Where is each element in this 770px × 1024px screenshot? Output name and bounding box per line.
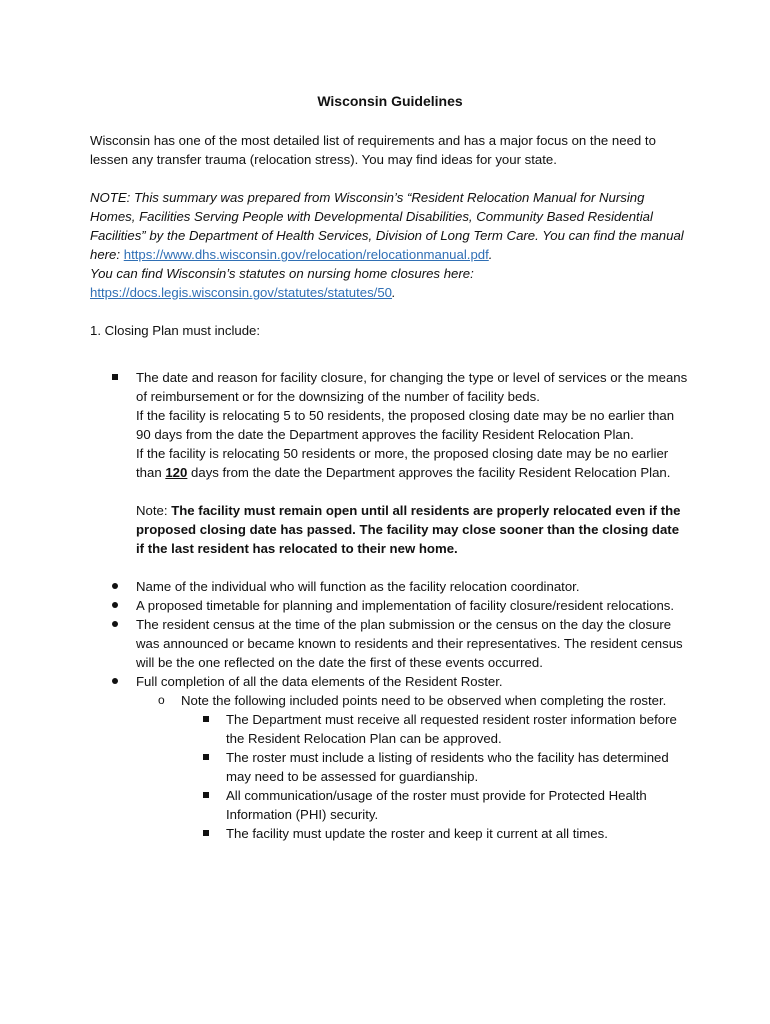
item1-note: Note: The facility must remain open until all residents are properly relocated even if the proposed closing date has passed. The facility may close sooner than the closing date if the last resident has relocated to their new home. <box>136 503 681 556</box>
item1-reason: The date and reason for facility closure, for changing the type or level of services or the means of reimbursement or for the downsizing of the number of facility beds. <box>136 370 688 404</box>
document-title: Wisconsin Guidelines <box>317 93 463 109</box>
intro-paragraph: Wisconsin has one of the most detailed list of requirements and has a major focus on the need to lessen any transfer trauma (relocation stress). You may find ideas for your state. <box>90 133 656 167</box>
square-bullet-icon <box>203 754 209 760</box>
item1-note-bold: The facility must remain open until all residents are properly relocated even if the proposed closing date has passed. The facility may close sooner than the closing date if the last resident has relocated to their new home. <box>136 503 681 556</box>
square-bullet-icon <box>112 374 118 380</box>
dot-bullet-icon <box>112 621 118 627</box>
circle-bullet-icon: o <box>158 693 165 707</box>
item1-5-to-50: If the facility is relocating 5 to 50 residents, the proposed closing date may be no earlier than 90 days from the date the Department approves the facility Resident Relocation Plan. <box>136 408 675 442</box>
note-period-2: . <box>392 285 396 300</box>
days-120: 120 <box>165 465 188 480</box>
sub-sub-item-update: The facility must update the roster and keep it current at all times. <box>90 824 690 843</box>
sub-sub-item-phi: All communication/usage of the roster must provide for Protected Health Information (PHI) security. <box>90 786 690 824</box>
note-text-2: You can find Wisconsin’s statutes on nursing home closures here: <box>90 266 474 281</box>
dot-bullet-icon <box>112 602 118 608</box>
sub-list-item-roster-note: o Note the following included points need to be observed when completing the roster. <box>158 693 667 708</box>
statutes-link[interactable]: https://docs.legis.wisconsin.gov/statutes/statutes/50 <box>90 285 393 300</box>
list-item-timetable: A proposed timetable for planning and implementation of facility closure/resident relocations. <box>90 596 690 615</box>
list-item-closure-date <box>90 368 690 558</box>
note-text-1: NOTE: This summary was prepared from Wisconsin’s “Resident Relocation Manual for Nursing Homes, Facilities Serving People with Developmental Disabilities, Community Based Residential Facilities” by the Department of Health Services, Division of Long Term Care. You can find the manual here: <box>90 190 684 262</box>
manual-link[interactable]: https://www.dhs.wisconsin.gov/relocation/relocationmanual.pdf <box>123 247 489 262</box>
section-heading: 1. Closing Plan must include: <box>90 323 261 338</box>
note-paragraph <box>90 188 690 302</box>
item1-50-plus: If the facility is relocating 50 residents or more, the proposed closing date may be no earlier than 120 days from the date the Department approves the facility Resident Relocation Plan. <box>136 446 671 480</box>
spacer <box>90 354 690 368</box>
document-page <box>90 92 690 843</box>
square-bullet-icon <box>203 716 209 722</box>
sub-sub-item-guardianship: The roster must include a listing of residents who the facility has determined may need to be assessed for guardianship. <box>90 748 690 786</box>
sub-sub-item-department: The Department must receive all requested resident roster information before the Resident Relocation Plan can be approved. <box>90 710 690 748</box>
square-bullet-icon <box>203 830 209 836</box>
list-item-census: The resident census at the time of the plan submission or the census on the day the closure was announced or became known to residents and their representatives. The resident census will be the one reflected on the date the first of these events occurred. <box>90 615 690 672</box>
dot-bullet-icon <box>112 678 118 684</box>
list-item-coordinator: Name of the individual who will function as the facility relocation coordinator. <box>90 577 690 596</box>
dot-bullet-icon <box>112 583 118 589</box>
list-item-roster: Full completion of all the data elements of the Resident Roster. <box>90 672 690 691</box>
note-period-1: . <box>488 247 493 262</box>
square-bullet-icon <box>203 792 209 798</box>
